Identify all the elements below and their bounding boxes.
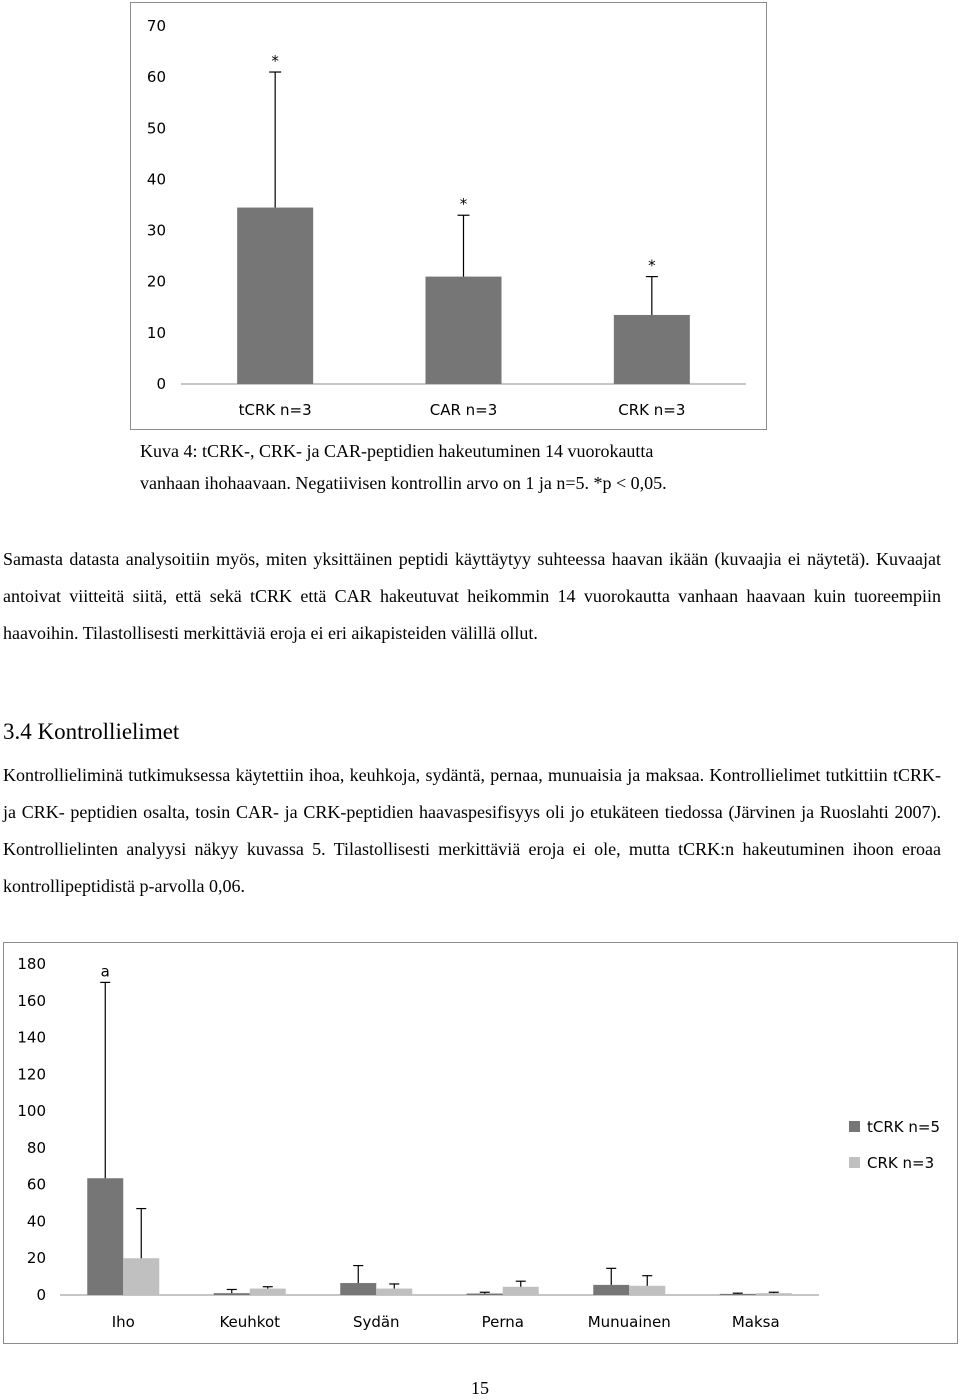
caption-line-1: Kuva 4: tCRK-, CRK- ja CAR-peptidien hakeutuminen 14 vuorokautta	[140, 441, 654, 461]
x-tick-label: Keuhkot	[219, 1313, 281, 1331]
y-tick-label: 0	[36, 1286, 46, 1304]
x-tick-label: CRK n=3	[618, 401, 686, 419]
significance-marker: *	[459, 195, 468, 214]
section-heading: 3.4 Kontrollielimet	[3, 719, 180, 744]
x-tick-label: Maksa	[731, 1313, 780, 1331]
bar	[376, 1289, 412, 1295]
y-tick-label: 50	[146, 119, 166, 138]
y-tick-label: 0	[156, 375, 166, 393]
bar	[87, 1178, 123, 1295]
chart-control-organs-svg	[4, 943, 957, 1343]
y-tick-label: 70	[146, 17, 166, 35]
x-tick-label: Sydän	[352, 1313, 400, 1331]
figure-caption	[140, 435, 840, 499]
significance-marker: *	[271, 52, 279, 71]
y-tick-label: 60	[26, 1175, 46, 1194]
legend-label: tCRK n=5	[867, 1118, 941, 1136]
bar	[250, 1289, 286, 1295]
bar	[614, 315, 690, 384]
y-tick-label: 20	[26, 1249, 46, 1268]
chart-peptide-homing	[130, 2, 767, 430]
legend-swatch	[849, 1121, 860, 1132]
y-tick-label: 160	[17, 991, 46, 1010]
x-tick-label: Perna	[481, 1313, 524, 1331]
bar	[503, 1287, 539, 1295]
paragraph-control-organs: Kontrollieliminä tutkimuksessa käytettiin ihoa, keuhkoja, sydäntä, pernaa, munuaisia ja maksaa. Kontrollielimet tutkittiin tCRK- ja CRK- peptidien osalta, tosin CAR- ja CRK-peptidien haavaspesifisyys oli jo etukäteen tiedossa (Järvinen ja Ruoslahti 2007). Kontrollielinten analyysi näkyy kuvassa 5. Tilastollisesti merkittäviä eroja ei ole, mutta tCRK:n hakeutuminen ihoon eroaa kontrollipeptidistä p-arvolla 0,06.	[3, 765, 941, 896]
y-tick-label: 140	[17, 1028, 46, 1047]
bar	[720, 1294, 756, 1295]
y-tick-label: 20	[146, 272, 166, 291]
chart-control-organs	[3, 942, 958, 1344]
x-tick-label: Iho	[111, 1313, 135, 1331]
caption-line-2: vanhaan ihohaavaan. Negatiivisen kontrollin arvo on 1 ja n=5. *p < 0,05.	[140, 473, 667, 493]
y-tick-label: 40	[146, 170, 166, 189]
page-number: 15	[471, 1378, 489, 1398]
bar	[756, 1293, 792, 1295]
paragraph-wound-age: Samasta datasta analysoitiin myös, miten yksittäinen peptidi käyttäytyy suhteessa haavan ikään (kuvaajia ei näytetä). Kuvaajat antoivat viitteitä siitä, että sekä tCRK että CAR hakeutuvat heikommin 14 vuorokautta vanhaan haavaan kuin tuoreempiin haavoihin. Tilastollisesti merkittäviä eroja ei eri aikapisteiden välillä ollut.	[3, 549, 941, 643]
y-tick-label: 100	[17, 1102, 46, 1121]
legend-swatch	[849, 1157, 860, 1168]
significance-marker: *	[648, 256, 656, 275]
bar	[123, 1258, 159, 1295]
y-tick-label: 120	[17, 1065, 46, 1084]
chart-peptide-homing-svg	[131, 3, 766, 429]
y-tick-label: 10	[146, 323, 166, 342]
bar	[629, 1286, 665, 1295]
bar	[214, 1293, 250, 1295]
y-tick-label: 60	[146, 68, 166, 87]
y-tick-label: 80	[26, 1138, 46, 1157]
x-tick-label: Munuainen	[587, 1313, 671, 1331]
y-tick-label: 40	[26, 1212, 46, 1231]
x-tick-label: tCRK n=3	[238, 401, 312, 419]
bar	[426, 277, 502, 384]
y-tick-label: 180	[17, 955, 46, 973]
x-tick-label: CAR n=3	[429, 401, 498, 419]
bar	[467, 1294, 503, 1295]
bar	[237, 208, 313, 384]
significance-marker: a	[100, 962, 110, 981]
bar	[340, 1283, 376, 1295]
legend-label: CRK n=3	[867, 1154, 935, 1172]
bar	[593, 1285, 629, 1295]
y-tick-label: 30	[146, 221, 166, 240]
